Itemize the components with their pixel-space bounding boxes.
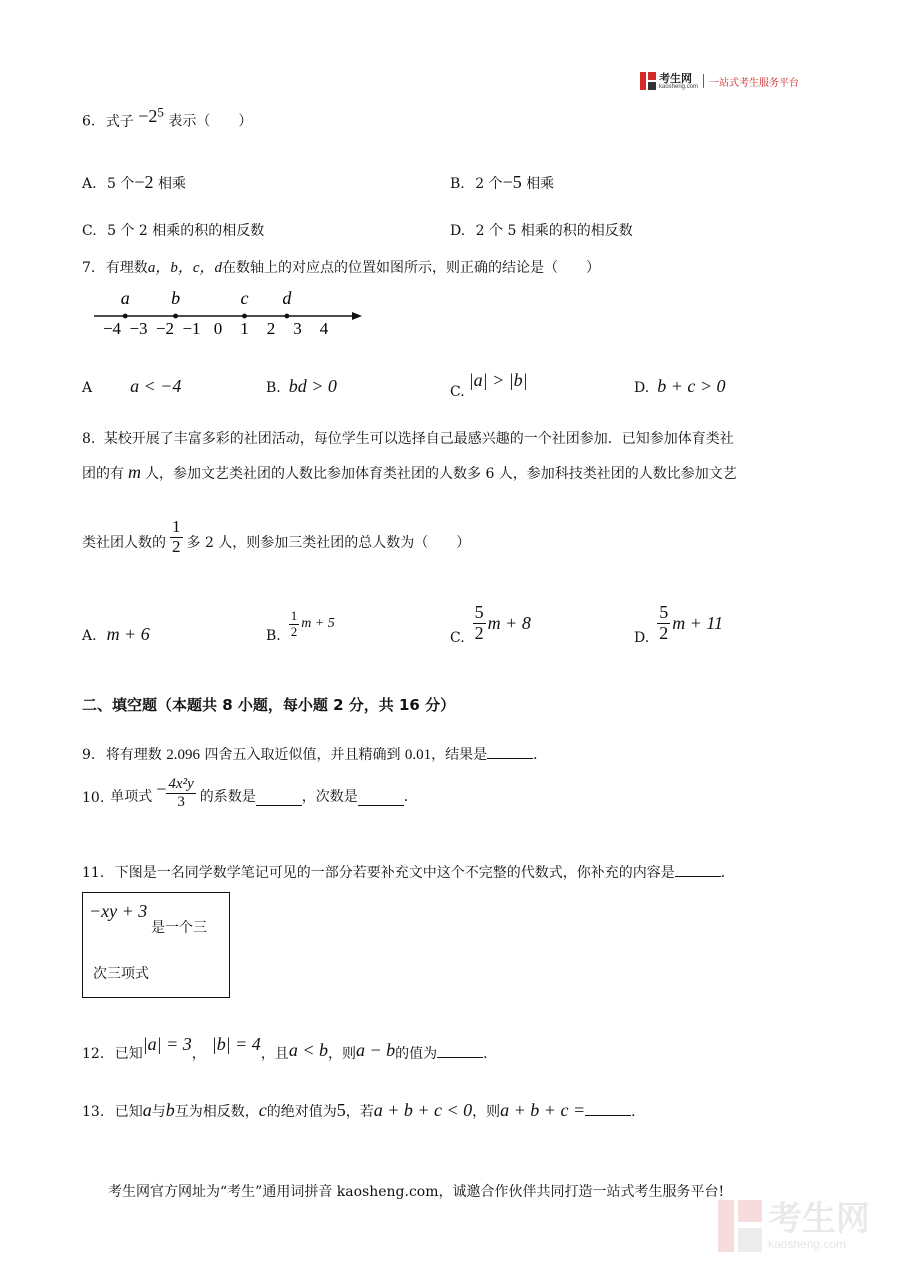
numberline-tick-label: 3 [293,319,302,338]
q11-answer-blank[interactable] [675,864,721,877]
question-8-line3: 类社团人数的 $\frac{1}{2}$ 多 2 人，则参加三类社团的总人数为（ ） [82,517,471,556]
logo-slogan: 一站式考生服务平台 [709,77,800,89]
numberline-tick-label: 1 [240,319,249,338]
footer-text: 考生网官方网址为“考生”通用词拼音 kaosheng.com，诚邀合作伙伴共同打造一站式考生服务平台! [108,1184,725,1200]
question-12: 12. 已知|a| = 3， |b| = 4，且a < b，则a − b的值为 ． [82,1034,498,1062]
section-2-title: 二、填空题（本题共 8 小题，每小题 2 分，共 16 分） [82,696,456,714]
numberline-tick-label: 2 [266,319,276,338]
numberline-tick-label: −4 [102,319,122,338]
question-9: 9. 将有理数 2.096 四舍五入取近似值，并且精确到 0.01，结果是 ． [82,747,548,763]
numberline-tick-label: −1 [182,319,201,338]
header-logo [640,72,799,90]
q8-option-a[interactable]: A. m + 6 [82,624,150,644]
q6-number: 6. [82,113,96,130]
q6-option-b[interactable]: B. 2 个−5 相乘 [450,172,555,192]
q8-option-b[interactable]: B. $\frac{1}{2}$ m + 5 [266,608,335,644]
question-8-line2: 团的有 m 人，参加文艺类社团的人数比参加体育类社团的人数多 6 人，参加科技类社团的人数比参加文艺 [82,462,737,482]
q7-option-c[interactable]: C.|a| > |b| [450,370,528,400]
numberline-point-b [173,314,178,319]
numberline-tick-label: 4 [319,319,329,338]
q12-answer-blank[interactable] [437,1045,483,1058]
question-8-line1: 8. 某校开展了丰富多彩的社团活动，每位学生可以选择自己最感兴趣的一个社团参加．已知参加体育类社 [82,431,734,447]
q10-degree-blank[interactable] [358,793,404,806]
q7-option-a[interactable]: A a < −4 [82,376,182,396]
q7-option-d[interactable]: D. b + c > 0 [634,376,726,396]
numberline-point-label-a: a [120,288,130,308]
q11-note-box: −xy + 3 是一个三 次三项式 [82,892,230,998]
number-line [90,284,370,344]
q8-option-d[interactable]: D. $\frac{5}{2}$ m + 11 [634,601,723,646]
q6-option-d[interactable]: D. 2 个 5 相乘的积的相反数 [450,223,633,239]
question-11: 11. 下图是一名同学数学笔记可见的一部分若要补充文中这个不完整的代数式，你补充的内容是 ． [82,865,735,881]
q8-option-c[interactable]: C. $\frac{5}{2}$ m + 8 [450,601,531,646]
q10-coefficient-blank[interactable] [256,793,302,806]
logo-cn: 考生网 [659,71,692,85]
q8-fraction: $\frac{1}{2}$ [172,517,181,556]
numberline-tick-label: −2 [155,319,175,338]
numberline-point-label-c: c [240,288,249,308]
watermark-logo-icon [718,1200,762,1252]
q6-option-c[interactable]: C. 5 个 2 相乘的积的相反数 [82,223,265,239]
numberline-tick-label: −3 [129,319,148,338]
logo-en: kaosheng.com [659,83,699,90]
question-7: 7. 有理数a，b，c，d在数轴上的对应点的位置如图所示，则正确的结论是（ ） [82,260,600,276]
question-10: 10. 单项式 − $\frac{\text{4x²y}}{3}$ 的系数是 ，次数是 ． [82,776,418,810]
logo-mark-icon [640,72,656,90]
watermark: 考生网 kaosheng.com [718,1200,870,1252]
q13-answer-blank[interactable] [585,1103,631,1116]
numberline-tick-label: 0 [213,319,223,338]
numberline-point-d [285,314,290,319]
numberline-point-label-d: d [282,288,292,308]
q7-option-b[interactable]: B. bd > 0 [266,376,337,396]
question-6 [82,104,253,131]
logo-divider [703,74,704,88]
q9-answer-blank[interactable] [487,746,533,759]
numberline-point-label-b: b [171,288,181,308]
q6-option-a[interactable]: A. 5 个−2 相乘 [82,172,186,192]
question-13: 13. 已知a与b互为相反数，c的绝对值为5，若a + b + c < 0，则a + b + c = ． [82,1100,646,1120]
q6-pre: 式子 [105,113,134,130]
q6-expr: $-2^5$ [138,104,164,126]
numberline-point-a [123,314,128,319]
q6-post: 表示（ ） [168,113,253,130]
numberline-point-c [242,314,247,319]
